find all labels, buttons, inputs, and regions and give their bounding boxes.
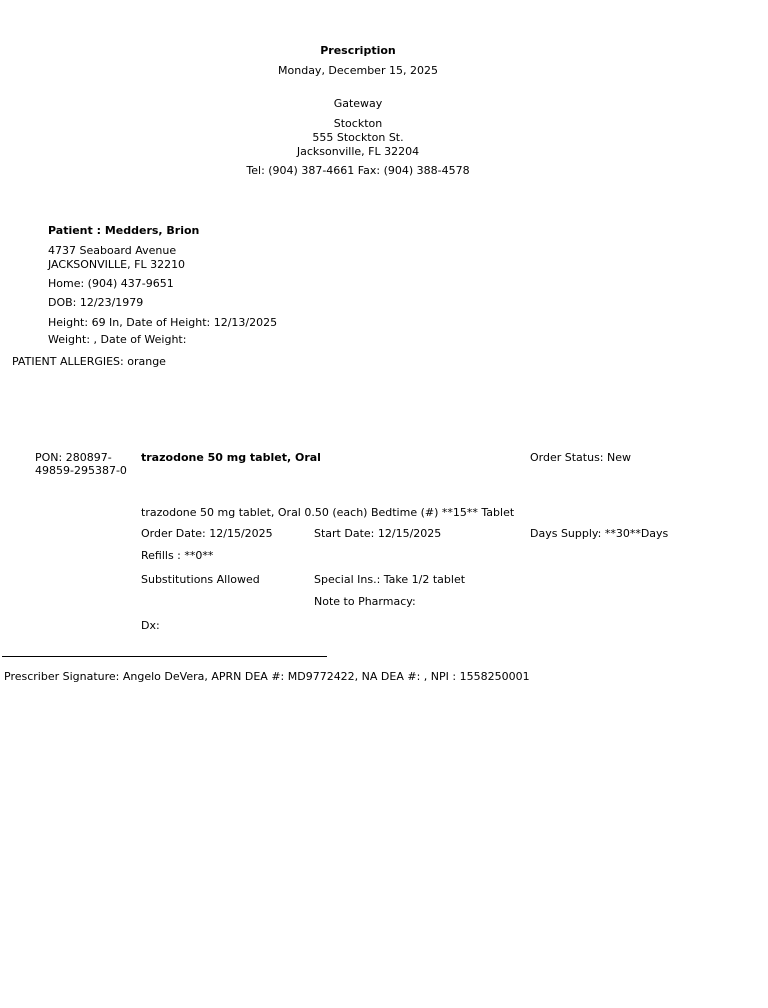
document-date: Monday, December 15, 2025 [278, 64, 438, 77]
patient-allergies: PATIENT ALLERGIES: orange [12, 355, 166, 368]
signature-rule [2, 656, 327, 657]
patient-name: Patient : Medders, Brion [48, 224, 200, 237]
special-instructions: Special Ins.: Take 1/2 tablet [314, 573, 466, 586]
patient-weight: Weight: , Date of Weight: [48, 333, 187, 346]
refills: Refills : **0** [141, 549, 214, 562]
facility-address-line1: 555 Stockton St. [312, 131, 404, 144]
patient-dob: DOB: 12/23/1979 [48, 296, 144, 309]
order-pon [35, 451, 127, 477]
patient-height: Height: 69 In, Date of Height: 12/13/2025 [48, 316, 278, 329]
order-status: Order Status: New [530, 451, 632, 464]
facility-phone-fax: Tel: (904) 387-4661 Fax: (904) 388-4578 [246, 164, 470, 177]
patient-home-phone: Home: (904) 437-9651 [48, 277, 174, 290]
patient-address-line2: JACKSONVILLE, FL 32210 [48, 258, 186, 271]
order-pon-line1: PON: 280897- [35, 451, 112, 464]
document-title: Prescription [320, 44, 396, 57]
facility-address-line2: Jacksonville, FL 32204 [296, 145, 420, 158]
facility-name: Stockton [333, 117, 383, 130]
start-date: Start Date: 12/15/2025 [314, 527, 442, 540]
note-to-pharmacy: Note to Pharmacy: [314, 595, 416, 608]
drug-title: trazodone 50 mg tablet, Oral [141, 451, 321, 464]
drug-sig: trazodone 50 mg tablet, Oral 0.50 (each) Bedtime (#) **15** Tablet [141, 506, 515, 519]
diagnosis: Dx: [141, 619, 160, 632]
patient-address-line1: 4737 Seaboard Avenue [48, 244, 177, 257]
prescriber-signature: Prescriber Signature: Angelo DeVera, APRN DEA #: MD9772422, NA DEA #: , NPI : 1558250001 [4, 670, 530, 683]
order-pon-line2: 49859-295387-0 [35, 464, 127, 477]
order-date: Order Date: 12/15/2025 [141, 527, 273, 540]
days-supply: Days Supply: **30**Days [530, 527, 669, 540]
substitutions: Substitutions Allowed [141, 573, 260, 586]
organization-name: Gateway [333, 97, 383, 110]
